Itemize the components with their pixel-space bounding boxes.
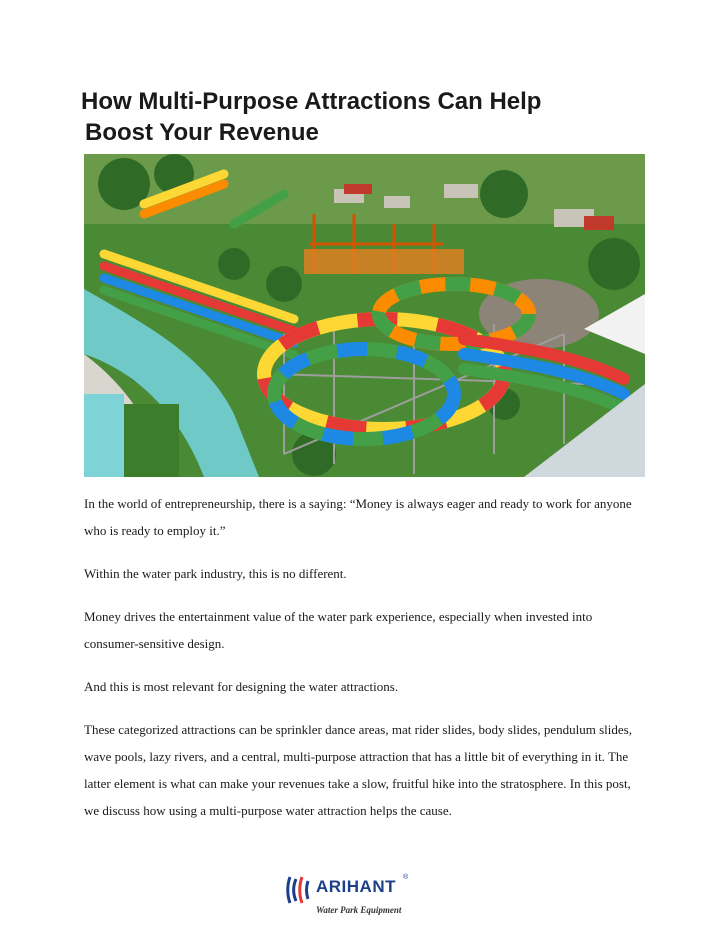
article-paragraph: And this is most relevant for designing the water attractions. [84,679,399,694]
article-paragraph: These categorized attractions can be sprinkler dance areas, mat rider slides, body slides, pendulum slides, wave pools, lazy rivers, and a central, multi-purpose attraction that has a little bit of everything in it. The latter element is what can make your revenues take a slow, fruitful hike into the stratosphere. In this post, we discuss how using a multi-purpose water attraction helps the cause. [84,722,632,818]
logo-tagline: Water Park Equipment [316,905,402,915]
logo-registered-mark: ® [403,874,409,881]
article-title-line-2: Boost Your Revenue [85,119,319,146]
arihant-logo [286,872,436,920]
logo-wordmark: ARIHANT [316,877,396,896]
article-title [81,86,671,148]
arihant-logo-icon [286,875,312,905]
article-paragraph: Money drives the entertainment value of the water park experience, especially when invested into consumer-sensitive design. [84,609,593,651]
article-body [84,490,644,840]
water-park-aerial-image [84,154,645,477]
article-paragraph: In the world of entrepreneurship, there is a saying: “Money is always eager and ready to work for anyone who is ready to employ it.” [84,496,632,538]
article-paragraph: Within the water park industry, this is no different. [84,566,347,581]
article-title-line-1: How Multi-Purpose Attractions Can Help [81,88,542,115]
water-park-photo-illustration [84,154,645,477]
